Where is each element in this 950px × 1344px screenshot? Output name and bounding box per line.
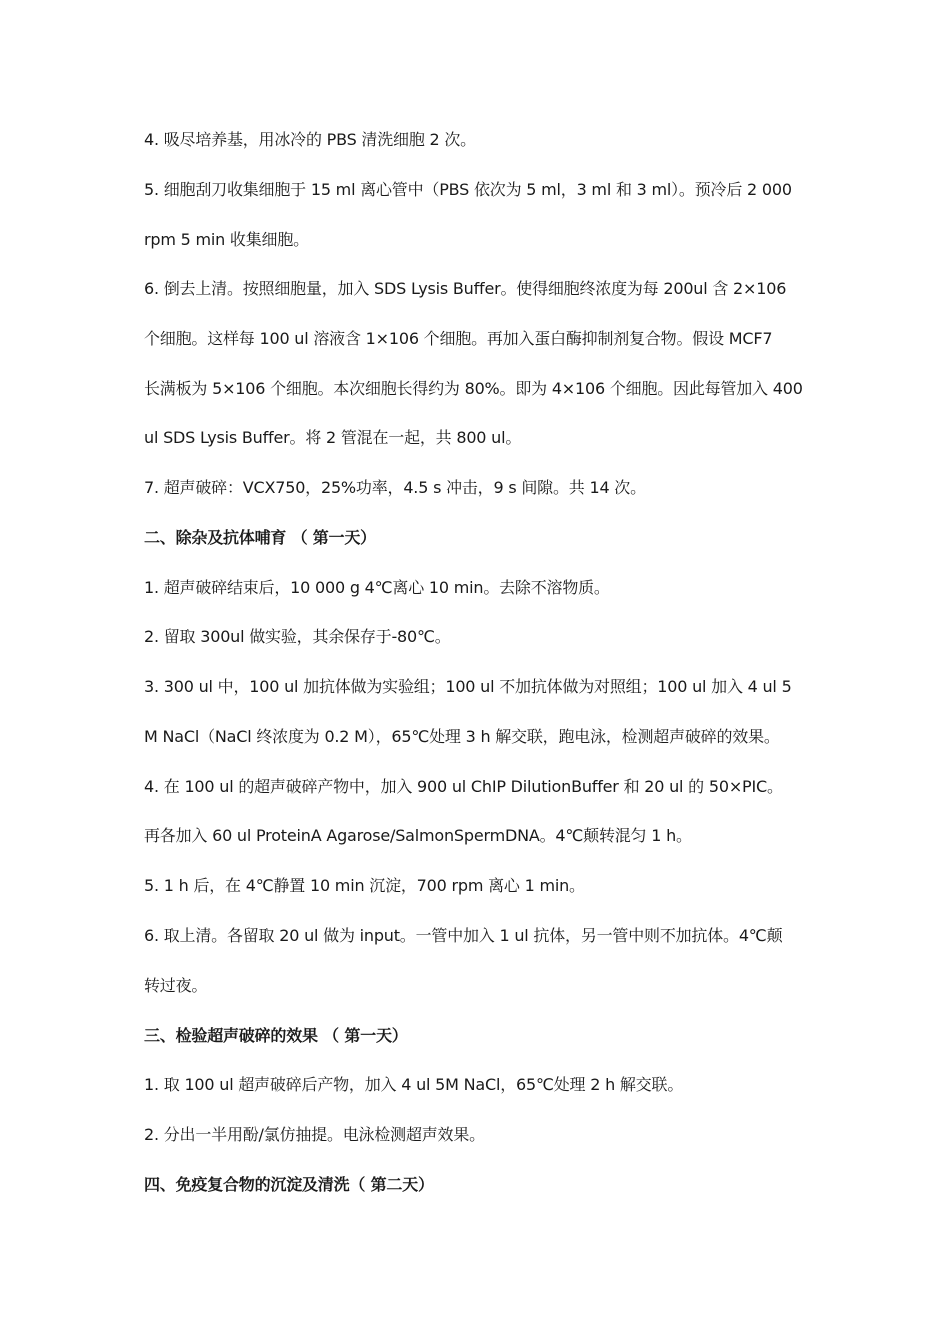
protocol-step-line: 3. 300 ul 中，100 ul 加抗体做为实验组；100 ul 不加抗体做为对照组；100 ul 加入 4 ul 5: [144, 677, 792, 696]
protocol-step-line: 长满板为 5×106 个细胞。本次细胞长得约为 80%。即为 4×106 个细胞。因此每管加入 400: [144, 379, 803, 398]
protocol-step-line: 7. 超声破碎：VCX750，25%功率，4.5 s 冲击，9 s 间隙。共 14 次。: [144, 478, 646, 497]
protocol-step-line: 再各加入 60 ul ProteinA Agarose/SalmonSpermDNA。4℃颠转混匀 1 h。: [144, 826, 692, 845]
protocol-step-line: 5. 1 h 后，在 4℃静置 10 min 沉淀，700 rpm 离心 1 min。: [144, 876, 585, 895]
section-heading: 四、免疫复合物的沉淀及清洗（ 第二天）: [144, 1175, 434, 1194]
protocol-step-line: 转过夜。: [144, 976, 208, 995]
section-heading: 三、检验超声破碎的效果 （ 第一天）: [144, 1026, 408, 1045]
protocol-step-line: 5. 细胞刮刀收集细胞于 15 ml 离心管中（PBS 依次为 5 ml，3 ml 和 3 ml）。预冷后 2 000: [144, 180, 792, 199]
protocol-step-line: 2. 分出一半用酚/氯仿抽提。电泳检测超声效果。: [144, 1125, 485, 1144]
protocol-step-line: 2. 留取 300ul 做实验，其余保存于-80℃。: [144, 627, 451, 646]
protocol-step-line: rpm 5 min 收集细胞。: [144, 230, 309, 249]
protocol-step-line: 6. 倒去上清。按照细胞量，加入 SDS Lysis Buffer。使得细胞终浓度为每 200ul 含 2×106: [144, 279, 787, 298]
section-heading: 二、除杂及抗体哺育 （ 第一天）: [144, 528, 376, 547]
protocol-step-line: 1. 超声破碎结束后，10 000 g 4℃离心 10 min。去除不溶物质。: [144, 578, 610, 597]
protocol-step-line: 1. 取 100 ul 超声破碎后产物，加入 4 ul 5M NaCl，65℃处理 2 h 解交联。: [144, 1075, 684, 1094]
protocol-step-line: ul SDS Lysis Buffer。将 2 管混在一起，共 800 ul。: [144, 428, 522, 447]
protocol-step-line: M NaCl（NaCl 终浓度为 0.2 M），65℃处理 3 h 解交联，跑电泳，检测超声破碎的效果。: [144, 727, 780, 746]
protocol-step-line: 6. 取上清。各留取 20 ul 做为 input。一管中加入 1 ul 抗体，另一管中则不加抗体。4℃颠: [144, 926, 783, 945]
protocol-step-line: 个细胞。这样每 100 ul 溶液含 1×106 个细胞。再加入蛋白酶抑制剂复合物。假设 MCF7: [144, 329, 773, 348]
protocol-step-line: 4. 在 100 ul 的超声破碎产物中，加入 900 ul ChIP DilutionBuffer 和 20 ul 的 50×PIC。: [144, 777, 783, 796]
protocol-step-line: 4. 吸尽培养基，用冰冷的 PBS 清洗细胞 2 次。: [144, 130, 476, 149]
